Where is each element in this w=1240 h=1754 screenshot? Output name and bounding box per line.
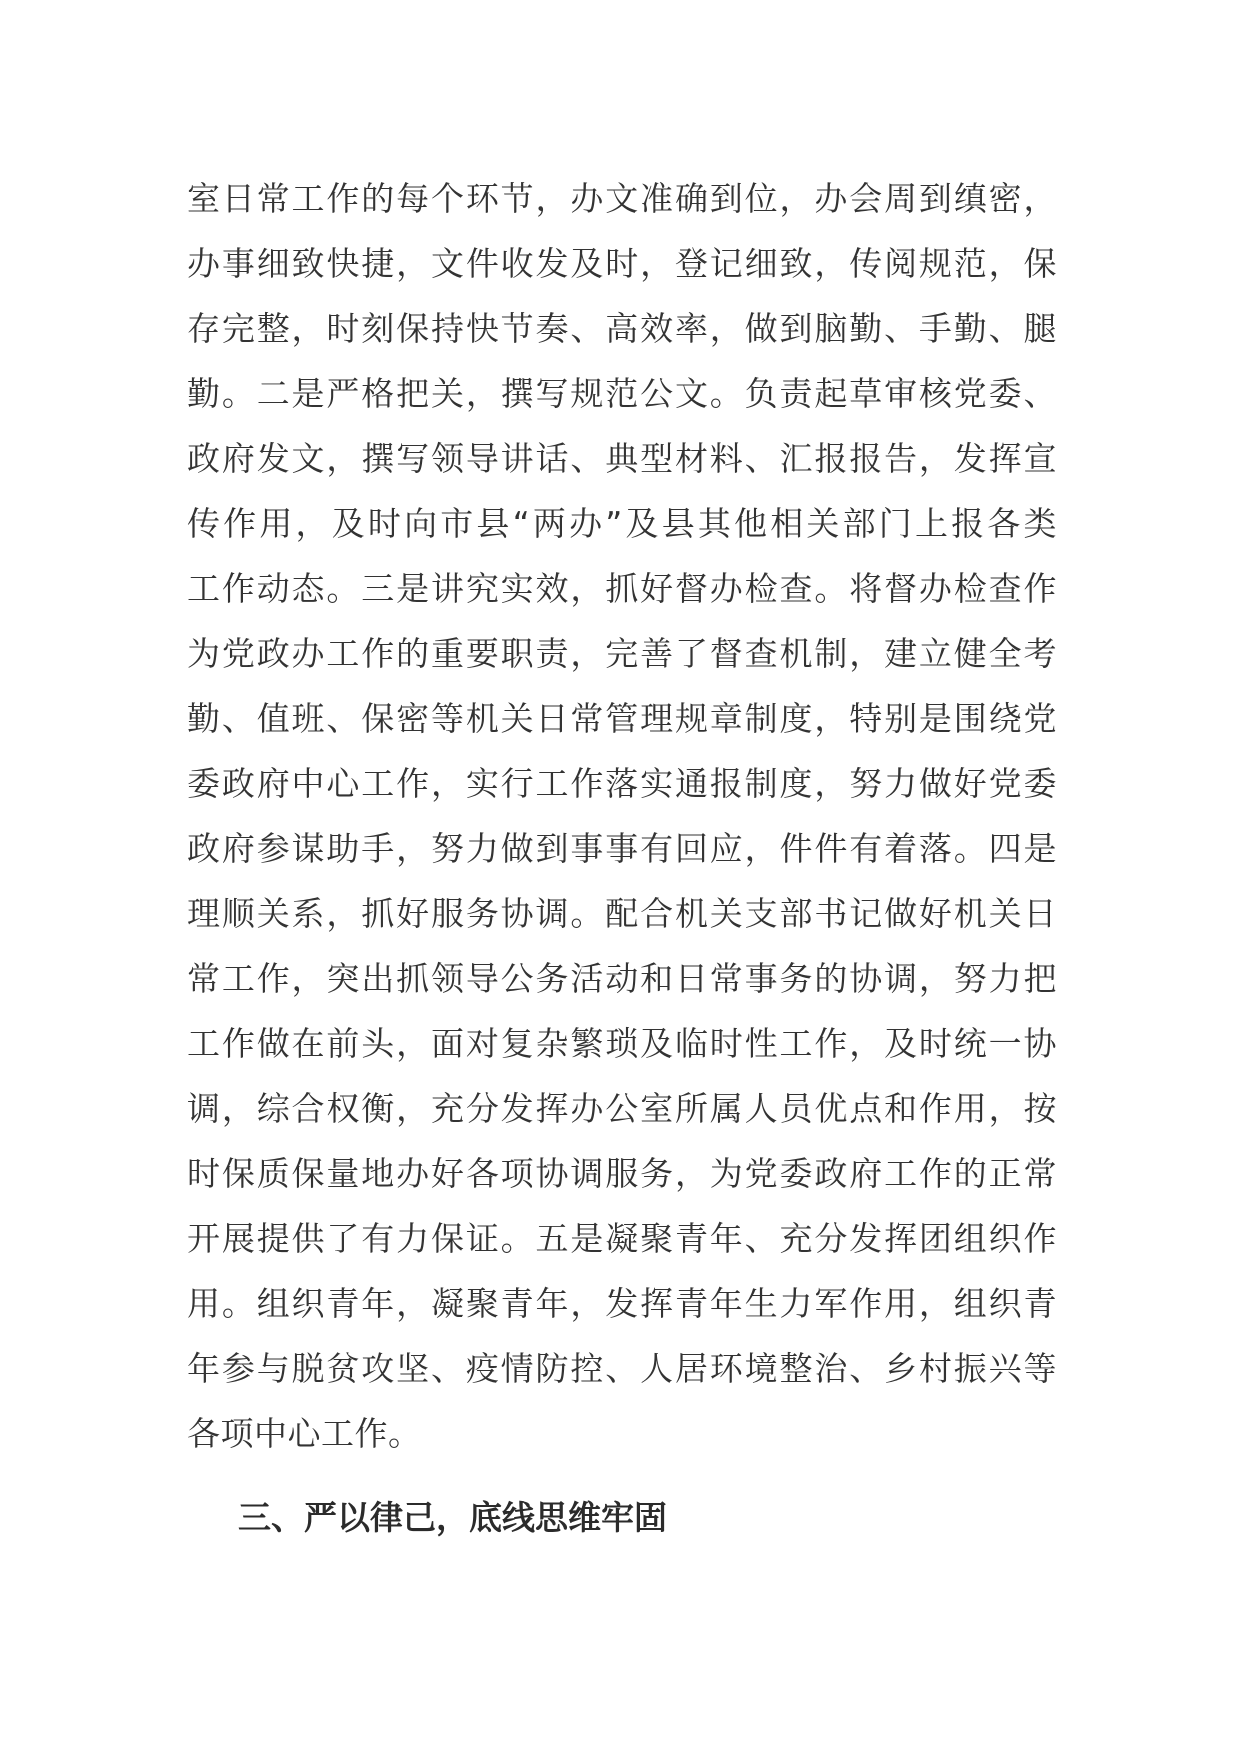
paragraph-line: 用。组织青年，凝聚青年，发挥青年生力军作用，组织青 [187, 1284, 1057, 1323]
paragraph-line: 勤、值班、保密等机关日常管理规章制度，特别是围绕党 [187, 699, 1057, 738]
paragraph-line: 存完整，时刻保持快节奏、高效率，做到脑勤、手勤、腿 [187, 309, 1057, 348]
paragraph-line: 传作用，及时向市县“两办”及县其他相关部门上报各类 [187, 504, 1057, 543]
paragraph-line: 各项中心工作。 [187, 1414, 422, 1453]
paragraph-line: 工作做在前头，面对复杂繁琐及临时性工作，及时统一协 [187, 1024, 1057, 1063]
paragraph-line: 为党政办工作的重要职责，完善了督查机制，建立健全考 [187, 634, 1057, 673]
paragraph-line: 勤。二是严格把关，撰写规范公文。负责起草审核党委、 [187, 374, 1057, 413]
paragraph-line: 委政府中心工作，实行工作落实通报制度，努力做好党委 [187, 764, 1057, 803]
paragraph-line: 工作动态。三是讲究实效，抓好督办检查。将督办检查作 [187, 569, 1057, 608]
paragraph-line: 年参与脱贫攻坚、疫情防控、人居环境整治、乡村振兴等 [187, 1349, 1057, 1388]
paragraph-line: 开展提供了有力保证。五是凝聚青年、充分发挥团组织作 [187, 1219, 1057, 1258]
section-heading: 三、严以律己，底线思维牢固 [238, 1498, 667, 1537]
paragraph-line: 室日常工作的每个环节，办文准确到位，办会周到缜密， [187, 179, 1057, 218]
paragraph-line: 办事细致快捷，文件收发及时，登记细致，传阅规范，保 [187, 244, 1057, 283]
paragraph-line: 政府发文，撰写领导讲话、典型材料、汇报报告，发挥宣 [187, 439, 1057, 478]
paragraph-line: 常工作，突出抓领导公务活动和日常事务的协调，努力把 [187, 959, 1057, 998]
paragraph-line: 时保质保量地办好各项协调服务，为党委政府工作的正常 [187, 1154, 1057, 1193]
paragraph-line: 理顺关系，抓好服务协调。配合机关支部书记做好机关日 [187, 894, 1057, 933]
paragraph-line: 政府参谋助手，努力做到事事有回应，件件有着落。四是 [187, 829, 1057, 868]
body-paragraph [187, 166, 1057, 1466]
paragraph-line: 调，综合权衡，充分发挥办公室所属人员优点和作用，按 [187, 1089, 1057, 1128]
